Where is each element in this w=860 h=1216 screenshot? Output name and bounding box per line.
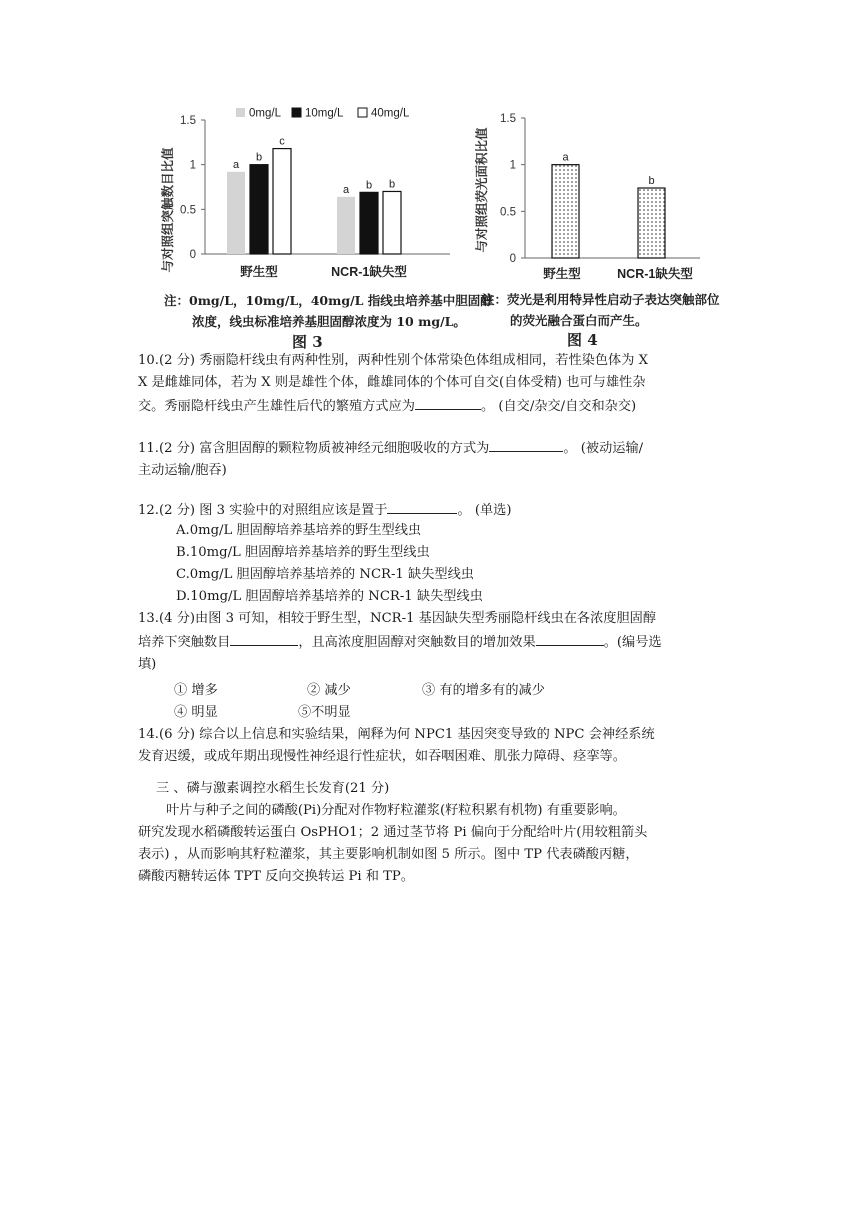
question-text: 12.(2 分) 图 3 实验中的对照组应该是置于 bbox=[138, 503, 388, 518]
legend-swatch bbox=[236, 108, 245, 117]
bar bbox=[383, 191, 401, 254]
y-axis-label: 与对照组突触数目比值 bbox=[161, 147, 175, 273]
legend-label: 0mg/L bbox=[249, 107, 281, 120]
figure-4-note bbox=[482, 289, 720, 331]
bar bbox=[250, 165, 268, 254]
question-line: 填) bbox=[138, 657, 157, 672]
question-11 bbox=[138, 436, 738, 482]
option-a: A.0mg/L 胆固醇培养基培养的野生型线虫 bbox=[176, 523, 422, 538]
legend-swatch bbox=[358, 108, 367, 117]
legend-label: 10mg/L bbox=[305, 107, 344, 120]
question-line: 发育迟缓，或成年期出现慢性神经退行性症状，如吞咽困难、肌张力障碍、痉挛等。 bbox=[138, 749, 626, 764]
y-axis-label: 与对照组荧光面积比值 bbox=[475, 127, 489, 253]
question-14 bbox=[138, 724, 738, 768]
y-tick-label: 0 bbox=[509, 253, 516, 265]
question-text: 。 (自交/杂交/自交和杂交) bbox=[480, 399, 637, 414]
section-3-intro bbox=[138, 800, 738, 888]
choice-4: ④ 明显 bbox=[174, 705, 218, 720]
question-10 bbox=[138, 350, 738, 418]
y-tick-label: 1.5 bbox=[500, 113, 516, 125]
question-line: 10.(2 分) 秀丽隐杆线虫有两种性别，两种性别个体常染色体组成相同，若性染色体为 X bbox=[138, 353, 648, 368]
answer-blank[interactable] bbox=[387, 498, 457, 514]
choice-5: ⑤不明显 bbox=[298, 705, 351, 720]
y-tick-label: 0 bbox=[189, 249, 196, 261]
question-line: 主动运输/胞吞) bbox=[138, 463, 227, 478]
x-category-label: NCR-1缺失型 bbox=[617, 267, 693, 281]
y-tick-label: 1 bbox=[189, 159, 196, 172]
bar bbox=[273, 149, 291, 254]
question-line bbox=[138, 436, 738, 460]
paragraph-line: 研究发现水稻磷酸转运蛋白 OsPHO1；2 通过茎节将 Pi 偏向于分配给叶片(用较粗箭头 bbox=[138, 825, 648, 840]
legend-label: 40mg/L bbox=[371, 107, 410, 120]
bar bbox=[638, 188, 665, 258]
figure-4-label: 图 4 bbox=[567, 331, 598, 349]
significance-label: b bbox=[255, 151, 263, 164]
paragraph-line: 表示) ，从而影响其籽粒灌浆，其主要影响机制如图 5 所示。图中 TP 代表磷酸丙糖， bbox=[138, 847, 639, 862]
figure-3-chart bbox=[150, 100, 480, 300]
option-c: C.0mg/L 胆固醇培养基培养的 NCR-1 缺失型线虫 bbox=[176, 567, 474, 582]
bar bbox=[337, 197, 355, 254]
question-text: 交。秀丽隐杆线虫产生雄性后代的繁殖方式应为 bbox=[138, 399, 415, 414]
question-text: 。 (被动运输/ bbox=[563, 441, 644, 456]
y-tick-label: 0.5 bbox=[500, 206, 516, 219]
question-line bbox=[138, 394, 738, 418]
significance-label: a bbox=[342, 183, 350, 196]
question-line: 14.(6 分) 综合以上信息和实验结果，阐释为何 NPC1 基因突变导致的 NPC 会神经系统 bbox=[138, 727, 655, 742]
bar bbox=[360, 192, 378, 254]
choice-1: ① 增多 bbox=[174, 683, 218, 698]
x-category-label: NCR-1缺失型 bbox=[331, 265, 407, 279]
paragraph-line: 磷酸丙糖转运体 TPT 反向交换转运 Pi 和 TP。 bbox=[138, 869, 414, 884]
legend-swatch bbox=[292, 108, 301, 117]
significance-label: c bbox=[279, 135, 285, 148]
significance-label: a bbox=[232, 158, 240, 171]
significance-label: b bbox=[365, 179, 373, 192]
answer-blank[interactable] bbox=[415, 394, 481, 410]
choice-3: ③ 有的增多有的减少 bbox=[422, 683, 545, 698]
bar bbox=[227, 172, 245, 254]
question-text: 培养下突触数目 bbox=[138, 635, 231, 650]
question-12 bbox=[138, 498, 738, 522]
paragraph-line: 叶片与种子之间的磷酸(Pi)分配对作物籽粒灌浆(籽粒积累有机物) 有重要影响。 bbox=[166, 803, 626, 818]
question-text: 。 (单选) bbox=[457, 503, 512, 518]
y-tick-label: 1 bbox=[509, 159, 516, 172]
option-b: B.10mg/L 胆固醇培养基培养的野生型线虫 bbox=[176, 545, 430, 560]
question-line bbox=[138, 498, 738, 522]
note-line: 浓度，线虫标准培养基胆固醇浓度为 10 mg/L。 bbox=[192, 314, 466, 329]
question-line: 13.(4 分)由图 3 可知，相较于野生型，NCR-1 基因缺失型秀丽隐杆线虫在各浓度胆固醇 bbox=[138, 611, 657, 626]
x-category-label: 野生型 bbox=[543, 267, 581, 281]
note-line: 的荧光融合蛋白而产生。 bbox=[510, 313, 648, 328]
question-text: 11.(2 分) 富含胆固醇的颗粒物质被神经元细胞吸收的方式为 bbox=[138, 441, 490, 456]
significance-label: b bbox=[648, 175, 655, 187]
note-line: 注：荧光是利用特异性启动子表达突触部位 bbox=[482, 292, 720, 307]
figure-3-label: 图 3 bbox=[292, 333, 323, 351]
answer-blank[interactable] bbox=[536, 630, 604, 646]
y-tick-label: 0.5 bbox=[180, 204, 196, 217]
question-13 bbox=[138, 608, 738, 676]
x-category-label: 野生型 bbox=[240, 265, 278, 279]
significance-label: b bbox=[388, 178, 396, 191]
question-text: ，且高浓度胆固醇对突触数目的增加效果 bbox=[298, 635, 536, 650]
option-d: D.10mg/L 胆固醇培养基培养的 NCR-1 缺失型线虫 bbox=[176, 589, 483, 604]
bar bbox=[552, 165, 579, 258]
significance-label: a bbox=[562, 151, 569, 164]
answer-blank[interactable] bbox=[489, 436, 563, 452]
note-line: 注：0mg/L，10mg/L，40mg/L 指线虫培养基中胆固醇 bbox=[164, 293, 493, 308]
question-line bbox=[138, 630, 738, 654]
figure-4-chart bbox=[470, 100, 730, 300]
section-title: 三 、磷与激素调控水稻生长发育(21 分) bbox=[156, 781, 390, 796]
choice-2: ② 减少 bbox=[307, 683, 351, 698]
question-line: X 是雌雄同体，若为 X 则是雄性个体，雌雄同体的个体可自交(自体受精) 也可与雄性杂 bbox=[138, 375, 646, 390]
y-tick-label: 1.5 bbox=[180, 115, 196, 127]
figure-3-note bbox=[164, 290, 493, 332]
question-text: 。(编号选 bbox=[603, 635, 662, 650]
answer-blank[interactable] bbox=[230, 630, 298, 646]
